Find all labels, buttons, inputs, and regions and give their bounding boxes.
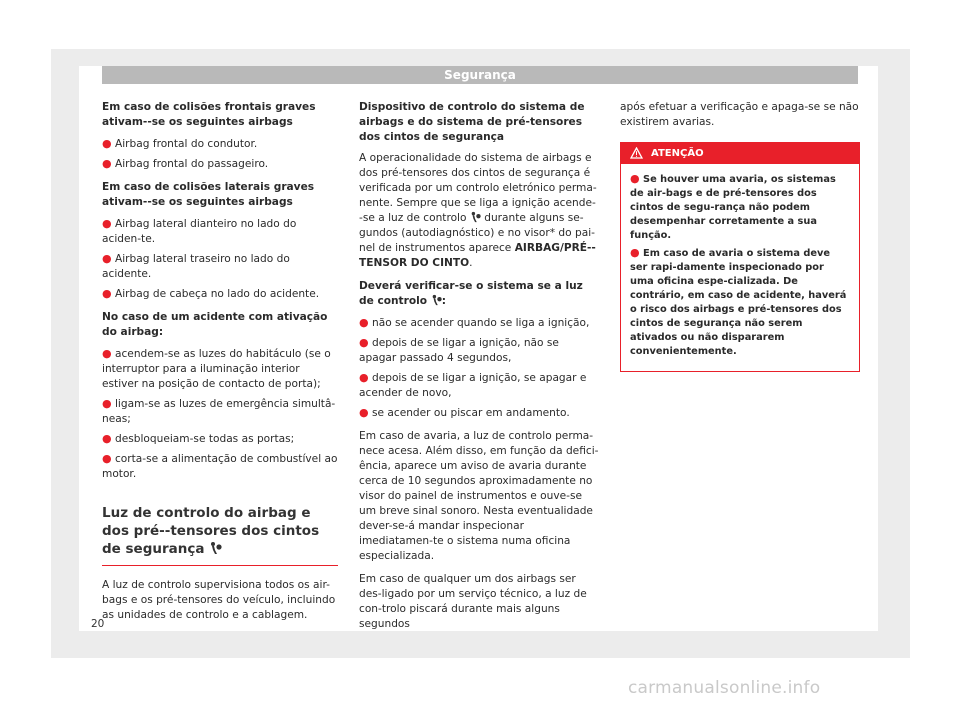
bullet-icon: ●	[102, 397, 112, 410]
list-item: ● Airbag de cabeça no lado do acidente.	[102, 287, 320, 300]
list-item: ● desbloqueiam-se todas as portas;	[102, 432, 295, 445]
watermark: carmanualsonline.info	[628, 678, 821, 698]
list-item: ● Airbag lateral dianteiro no lado do aciden-te.	[102, 217, 297, 245]
list-item: ● depois de se ligar a ignição, não se apagar passado 4 segundos,	[359, 336, 559, 364]
bullet-icon: ●	[102, 287, 112, 300]
airbag-warning-icon	[470, 211, 481, 223]
list-check	[359, 315, 599, 421]
list-accident	[102, 346, 338, 482]
paragraph: Em caso de avaria, a luz de controlo perma-nece acesa. Além disso, em função da defici-ência, aparece um aviso de avaria durante cerca de 10 segundos aproximadamente no visor do painel de instrumentos e ouve-se um breve sinal sonoro. Nesta eventualidade dever-se-á mandar inspecionar imediatamen-te o sistema numa oficina especializada.	[359, 430, 599, 562]
list-item: ● acendem-se as luzes do habitáculo (se o interruptor para a iluminação interior estiver na posição de contacto de porta);	[102, 347, 331, 390]
list-item: ● Em caso de avaria o sistema deve ser rapi-damente inspecionado por uma oficina espe-cializada. De contrário, em caso de acidente, haverá o risco dos airbags e pré-tensores dos cintos de segurança não serem ativados ou não dispararem convenientemente.	[630, 246, 847, 357]
bullet-icon: ●	[359, 336, 369, 349]
list-item: ● corta-se a alimentação de combustível ao motor.	[102, 452, 338, 480]
list-item: ● ligam-se as luzes de emergência simultâ-neas;	[102, 397, 336, 425]
heading-accident: No caso de um acidente com ativação do airbag:	[102, 311, 328, 338]
heading-frontal: Em caso de colisões frontais graves ativam--se os seguintes airbags	[102, 101, 316, 128]
paragraph: A operacionalidade do sistema de airbags e dos pré-tensores dos cintos de segurança é verificada por um controlo eletrónico perma-nente. Sempre que se liga a ignição acende--se a luz de controlo durante alguns se-gundos (autodiagnóstico) e no visor* do pai-nel de instrumentos aparece AIRBAG/PRÉ--TENSOR DO CINTO.	[359, 152, 597, 269]
page-header: Segurança	[102, 66, 858, 84]
bullet-icon: ●	[102, 137, 112, 150]
paragraph: A luz de controlo supervisiona todos os air-bags e os pré-tensores do veículo, incluindo as unidades de controlo e a cablagem.	[102, 579, 336, 621]
bullet-icon: ●	[630, 246, 640, 259]
airbag-warning-icon	[209, 541, 222, 555]
list-lateral	[102, 216, 338, 302]
section-title: Luz de controlo do airbag e dos pré--tensores dos cintos de segurança	[102, 504, 338, 566]
list-item: ● se acender ou piscar em andamento.	[359, 406, 570, 419]
bullet-icon: ●	[359, 406, 369, 419]
list-item: ● Airbag frontal do passageiro.	[102, 157, 269, 170]
airbag-warning-icon	[431, 294, 442, 306]
list-item: ● depois de se ligar a ignição, se apagar e acender de novo,	[359, 371, 587, 399]
warning-box	[620, 142, 860, 372]
list-item: ● não se acender quando se liga a ignição,	[359, 316, 590, 329]
column-2	[359, 100, 599, 640]
heading-check: Deverá verificar-se o sistema se a luz de controlo :	[359, 280, 583, 307]
bullet-icon: ●	[102, 347, 112, 360]
warning-header: ATENÇÃO	[621, 143, 859, 164]
list-frontal	[102, 136, 338, 172]
warning-body	[621, 164, 859, 371]
warning-list	[630, 172, 850, 359]
page-number: 20	[91, 618, 105, 630]
list-item: ● Airbag lateral traseiro no lado do acidente.	[102, 252, 290, 280]
bullet-icon: ●	[102, 217, 112, 230]
bullet-icon: ●	[102, 157, 112, 170]
bullet-icon: ●	[630, 172, 640, 185]
list-item: ● Airbag frontal do condutor.	[102, 137, 258, 150]
bullet-icon: ●	[359, 316, 369, 329]
bullet-icon: ●	[102, 452, 112, 465]
bullet-icon: ●	[102, 432, 112, 445]
list-item: ● Se houver uma avaria, os sistemas de air-bags e de pré-tensores dos cintos de segu-rança não podem desempenhar corretamente a sua função.	[630, 172, 836, 241]
bullet-icon: ●	[102, 252, 112, 265]
column-3	[620, 100, 860, 372]
column-1	[102, 100, 338, 631]
heading-lateral: Em caso de colisões laterais graves ativam--se os seguintes airbags	[102, 181, 315, 208]
warning-triangle-icon	[630, 147, 643, 159]
display-message: AIRBAG/PRÉ--TENSOR DO CINTO	[359, 242, 596, 269]
heading-control-device: Dispositivo de controlo do sistema de airbags e do sistema de pré-tensores dos cintos de segurança	[359, 101, 585, 143]
paragraph: Em caso de qualquer um dos airbags ser des-ligado por um serviço técnico, a luz de con-trolo piscará durante mais alguns segundos	[359, 573, 587, 630]
paragraph: após efetuar a verificação e apaga-se se não existirem avarias.	[620, 101, 859, 128]
bullet-icon: ●	[359, 371, 369, 384]
